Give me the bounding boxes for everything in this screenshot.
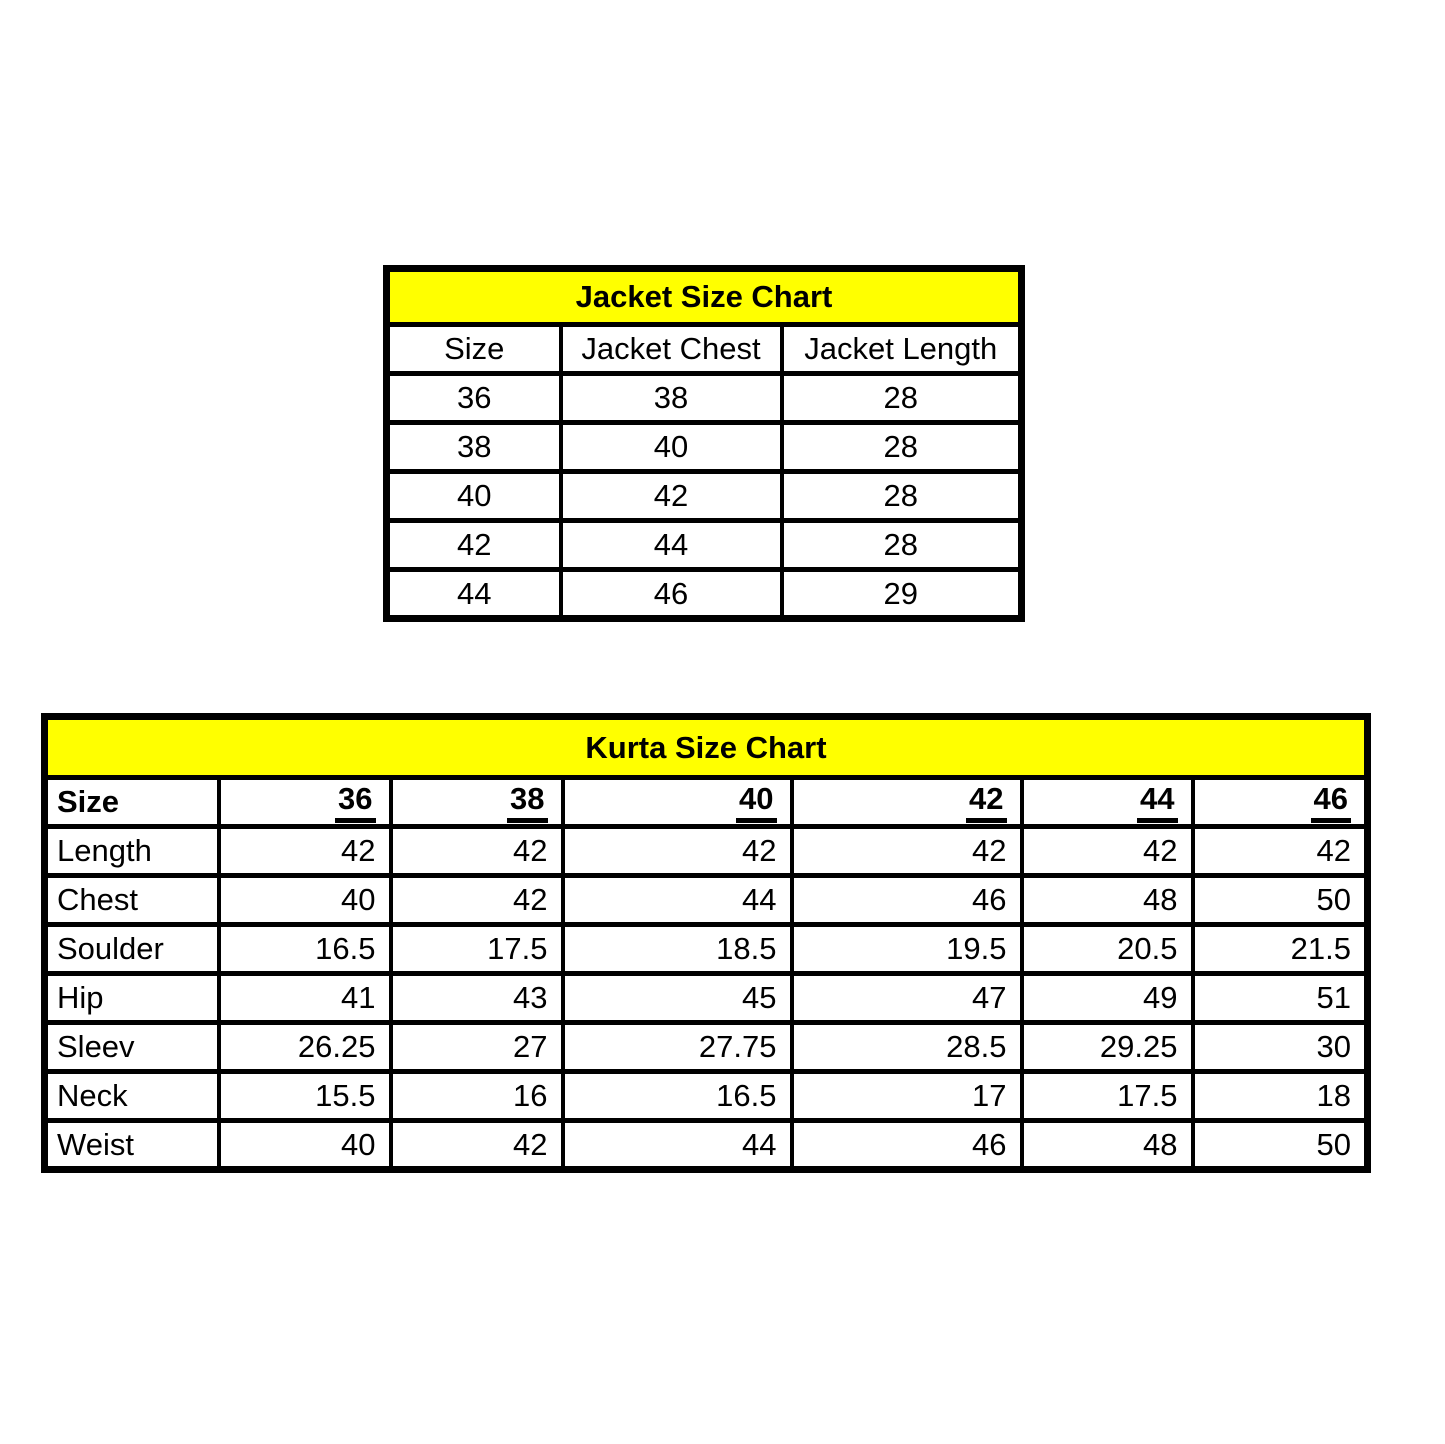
jacket-header-row xyxy=(387,325,1022,374)
jacket-cell: 36 xyxy=(387,374,561,423)
kurta-cell: 46 xyxy=(792,1121,1022,1170)
kurta-size-column-header xyxy=(792,778,1022,827)
kurta-cell: 42 xyxy=(391,1121,563,1170)
size-44-header: 44 xyxy=(1137,782,1177,822)
size-38-header: 38 xyxy=(507,782,547,822)
jacket-header-chest: Jacket Chest xyxy=(561,325,782,374)
jacket-cell: 42 xyxy=(387,521,561,570)
kurta-cell: 45 xyxy=(563,974,792,1023)
kurta-cell: 40 xyxy=(219,876,391,925)
kurta-cell: 17.5 xyxy=(1022,1072,1193,1121)
size-36-header: 36 xyxy=(335,782,375,822)
kurta-row-label: Weist xyxy=(45,1121,219,1170)
kurta-cell: 18.5 xyxy=(563,925,792,974)
kurta-header-row xyxy=(45,778,1368,827)
kurta-cell: 44 xyxy=(563,876,792,925)
kurta-cell: 50 xyxy=(1193,1121,1368,1170)
jacket-cell: 29 xyxy=(782,570,1022,619)
kurta-cell: 20.5 xyxy=(1022,925,1193,974)
kurta-cell: 17.5 xyxy=(391,925,563,974)
kurta-cell: 42 xyxy=(219,827,391,876)
kurta-cell: 42 xyxy=(1193,827,1368,876)
kurta-chart-title: Kurta Size Chart xyxy=(45,717,1368,778)
kurta-cell: 42 xyxy=(792,827,1022,876)
size-46-header: 46 xyxy=(1311,782,1351,822)
kurta-cell: 27 xyxy=(391,1023,563,1072)
table-row xyxy=(387,472,1022,521)
table-row xyxy=(45,974,1368,1023)
kurta-cell: 16 xyxy=(391,1072,563,1121)
kurta-cell: 44 xyxy=(563,1121,792,1170)
jacket-header-length: Jacket Length xyxy=(782,325,1022,374)
jacket-cell: 44 xyxy=(561,521,782,570)
kurta-row-label: Chest xyxy=(45,876,219,925)
table-row xyxy=(45,1072,1368,1121)
kurta-cell: 27.75 xyxy=(563,1023,792,1072)
kurta-row-label: Length xyxy=(45,827,219,876)
kurta-size-chart-table xyxy=(41,713,1371,1173)
table-row xyxy=(387,423,1022,472)
kurta-cell: 30 xyxy=(1193,1023,1368,1072)
kurta-title-row xyxy=(45,717,1368,778)
kurta-cell: 18 xyxy=(1193,1072,1368,1121)
kurta-cell: 42 xyxy=(391,876,563,925)
kurta-cell: 42 xyxy=(1022,827,1193,876)
jacket-cell: 28 xyxy=(782,423,1022,472)
jacket-cell: 38 xyxy=(387,423,561,472)
jacket-cell: 28 xyxy=(782,521,1022,570)
kurta-cell: 42 xyxy=(563,827,792,876)
kurta-cell: 48 xyxy=(1022,1121,1193,1170)
kurta-cell: 51 xyxy=(1193,974,1368,1023)
kurta-cell: 19.5 xyxy=(792,925,1022,974)
size-42-header: 42 xyxy=(966,782,1006,822)
kurta-cell: 28.5 xyxy=(792,1023,1022,1072)
kurta-cell: 26.25 xyxy=(219,1023,391,1072)
table-row xyxy=(45,827,1368,876)
table-row xyxy=(387,570,1022,619)
kurta-cell: 16.5 xyxy=(219,925,391,974)
jacket-header-size: Size xyxy=(387,325,561,374)
jacket-cell: 40 xyxy=(387,472,561,521)
kurta-row-label: Soulder xyxy=(45,925,219,974)
kurta-cell: 40 xyxy=(219,1121,391,1170)
jacket-cell: 40 xyxy=(561,423,782,472)
jacket-cell: 28 xyxy=(782,374,1022,423)
kurta-header-size-label: Size xyxy=(45,778,219,827)
jacket-title-row xyxy=(387,269,1022,325)
kurta-cell: 50 xyxy=(1193,876,1368,925)
kurta-cell: 29.25 xyxy=(1022,1023,1193,1072)
jacket-cell: 28 xyxy=(782,472,1022,521)
kurta-size-column-header xyxy=(1193,778,1368,827)
table-row xyxy=(45,1023,1368,1072)
kurta-cell: 16.5 xyxy=(563,1072,792,1121)
jacket-cell: 42 xyxy=(561,472,782,521)
jacket-chart-title: Jacket Size Chart xyxy=(387,269,1022,325)
kurta-size-column-header xyxy=(391,778,563,827)
kurta-size-column-header xyxy=(563,778,792,827)
jacket-cell: 46 xyxy=(561,570,782,619)
kurta-size-column-header xyxy=(219,778,391,827)
size-40-header: 40 xyxy=(736,782,776,822)
kurta-cell: 49 xyxy=(1022,974,1193,1023)
kurta-cell: 41 xyxy=(219,974,391,1023)
kurta-cell: 48 xyxy=(1022,876,1193,925)
jacket-size-chart-table xyxy=(383,265,1025,622)
kurta-cell: 21.5 xyxy=(1193,925,1368,974)
jacket-cell: 38 xyxy=(561,374,782,423)
table-row xyxy=(45,1121,1368,1170)
table-row xyxy=(45,925,1368,974)
kurta-row-label: Sleev xyxy=(45,1023,219,1072)
kurta-cell: 17 xyxy=(792,1072,1022,1121)
jacket-cell: 44 xyxy=(387,570,561,619)
kurta-cell: 42 xyxy=(391,827,563,876)
kurta-cell: 47 xyxy=(792,974,1022,1023)
table-row xyxy=(45,876,1368,925)
kurta-row-label: Hip xyxy=(45,974,219,1023)
kurta-cell: 46 xyxy=(792,876,1022,925)
table-row xyxy=(387,374,1022,423)
kurta-row-label: Neck xyxy=(45,1072,219,1121)
kurta-size-column-header xyxy=(1022,778,1193,827)
table-row xyxy=(387,521,1022,570)
kurta-cell: 43 xyxy=(391,974,563,1023)
kurta-cell: 15.5 xyxy=(219,1072,391,1121)
